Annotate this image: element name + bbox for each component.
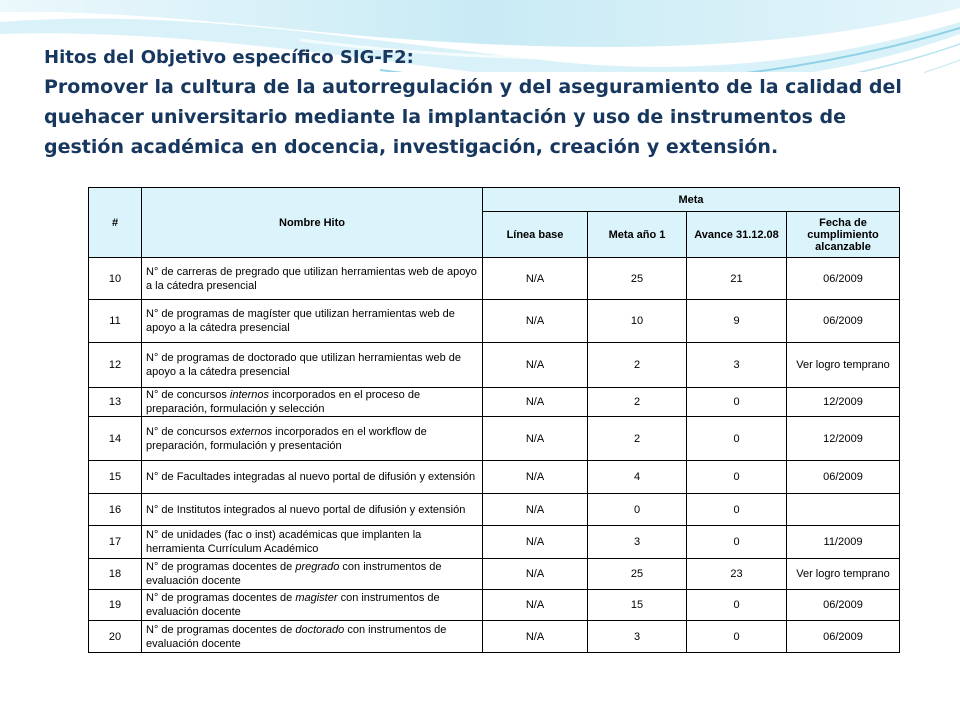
cell-fecha: 12/2009	[787, 388, 900, 417]
header-number: #	[89, 188, 142, 258]
table-row	[89, 300, 900, 343]
table-row	[89, 461, 900, 494]
cell-meta-anio: 25	[588, 559, 687, 590]
slide-title	[44, 44, 924, 162]
cell-name	[142, 621, 483, 653]
cell-avance: 0	[687, 621, 787, 653]
cell-number: 10	[89, 258, 142, 300]
cell-number: 13	[89, 388, 142, 417]
table-row	[89, 559, 900, 590]
cell-name-text: incorporados en el workflow de preparación, formulación y presentación	[146, 425, 427, 452]
cell-linea-base: N/A	[483, 258, 588, 300]
cell-number: 17	[89, 526, 142, 559]
objective-heading: Hitos del Objetivo específico SIG-F2:	[44, 47, 414, 68]
cell-fecha: 12/2009	[787, 417, 900, 461]
cell-name-text: con instrumentos de evaluación docente	[146, 623, 447, 650]
header-fecha: Fecha de cumplimiento alcanzable	[787, 212, 900, 258]
table-row	[89, 343, 900, 388]
header-meta-anio: Meta año 1	[588, 212, 687, 258]
table-row	[89, 526, 900, 559]
cell-avance: 0	[687, 417, 787, 461]
cell-linea-base: N/A	[483, 590, 588, 621]
table-row	[89, 388, 900, 417]
table-row	[89, 417, 900, 461]
cell-meta-anio: 3	[588, 621, 687, 653]
cell-avance: 0	[687, 461, 787, 494]
cell-avance: 0	[687, 388, 787, 417]
cell-linea-base: N/A	[483, 417, 588, 461]
cell-meta-anio: 2	[588, 388, 687, 417]
cell-meta-anio: 3	[588, 526, 687, 559]
cell-name	[142, 526, 483, 559]
cell-avance: 3	[687, 343, 787, 388]
cell-name-text: N° de concursos	[146, 425, 230, 438]
cell-name-text: N° de programas docentes de	[146, 561, 296, 573]
cell-meta-anio: 2	[588, 343, 687, 388]
cell-meta-anio: 15	[588, 590, 687, 621]
cell-avance: 21	[687, 258, 787, 300]
objective-description: Promover la cultura de la autorregulación y del aseguramiento de la calidad del quehacer universitario mediante la implantación y uso de instrumentos de gestión académica en docencia, investigación, creación y extensión.	[44, 72, 924, 162]
cell-name	[142, 559, 483, 590]
cell-name-text: N° de Facultades integradas al nuevo portal de difusión y extensión	[146, 471, 476, 483]
table-row	[89, 494, 900, 526]
cell-linea-base: N/A	[483, 526, 588, 559]
cell-name	[142, 590, 483, 621]
cell-meta-anio: 25	[588, 258, 687, 300]
cell-linea-base: N/A	[483, 343, 588, 388]
cell-number: 19	[89, 590, 142, 621]
header-name: Nombre Hito	[142, 188, 483, 258]
header-meta: Meta	[483, 188, 900, 212]
cell-name-text: N° de concursos	[146, 389, 230, 401]
cell-name-emphasis: externos	[229, 425, 273, 438]
cell-name-text: N° de Institutos integrados al nuevo portal de difusión y extensión	[146, 503, 466, 516]
cell-name	[142, 417, 483, 461]
cell-number: 11	[89, 300, 142, 343]
cell-name	[142, 300, 483, 343]
cell-linea-base: N/A	[483, 300, 588, 343]
cell-fecha: 11/2009	[787, 526, 900, 559]
cell-meta-anio: 4	[588, 461, 687, 494]
cell-name	[142, 388, 483, 417]
cell-linea-base: N/A	[483, 388, 588, 417]
cell-name-text: N° de carreras de pregrado que utilizan herramientas web de apoyo a la cátedra presencial	[146, 265, 477, 292]
cell-name-text: N° de programas docentes de	[146, 592, 296, 604]
cell-name-emphasis: internos	[229, 389, 270, 401]
cell-name-text: N° de programas de magíster que utilizan herramientas web de apoyo a la cátedra presencial	[146, 308, 455, 334]
cell-fecha: 06/2009	[787, 300, 900, 343]
cell-name-emphasis: pregrado	[295, 561, 340, 573]
cell-name-text: N° de unidades (fac o inst) académicas que implanten la herramienta Currículum Académico	[146, 529, 422, 555]
table-row	[89, 258, 900, 300]
cell-fecha: Ver logro temprano	[787, 343, 900, 388]
milestones-table	[88, 187, 900, 653]
cell-name	[142, 343, 483, 388]
cell-avance: 9	[687, 300, 787, 343]
cell-number: 12	[89, 343, 142, 388]
cell-name-emphasis: magister	[295, 592, 338, 604]
cell-fecha: Ver logro temprano	[787, 559, 900, 590]
cell-name-emphasis: doctorado	[295, 623, 345, 636]
cell-meta-anio: 0	[588, 494, 687, 526]
table-row	[89, 590, 900, 621]
cell-name-text: N° de programas de doctorado que utilizan herramientas web de apoyo a la cátedra presencial	[146, 352, 462, 378]
cell-name	[142, 461, 483, 494]
cell-number: 20	[89, 621, 142, 653]
cell-linea-base: N/A	[483, 559, 588, 590]
cell-linea-base: N/A	[483, 461, 588, 494]
table-row	[89, 621, 900, 653]
cell-avance: 23	[687, 559, 787, 590]
cell-avance: 0	[687, 590, 787, 621]
cell-name	[142, 494, 483, 526]
cell-name-text: con instrumentos de evaluación docente	[146, 592, 440, 618]
cell-fecha: 06/2009	[787, 621, 900, 653]
cell-name-text: N° de programas docentes de	[146, 623, 296, 636]
cell-number: 15	[89, 461, 142, 494]
cell-avance: 0	[687, 526, 787, 559]
cell-meta-anio: 10	[588, 300, 687, 343]
cell-name	[142, 258, 483, 300]
cell-fecha: 06/2009	[787, 590, 900, 621]
header-linea-base: Línea base	[483, 212, 588, 258]
cell-meta-anio: 2	[588, 417, 687, 461]
cell-fecha	[787, 494, 900, 526]
cell-fecha: 06/2009	[787, 461, 900, 494]
cell-number: 16	[89, 494, 142, 526]
cell-linea-base: N/A	[483, 621, 588, 653]
cell-name-text: incorporados en el proceso de preparación, formulación y selección	[146, 389, 421, 415]
cell-number: 14	[89, 417, 142, 461]
cell-name-text: con instrumentos de evaluación docente	[146, 561, 442, 587]
cell-avance: 0	[687, 494, 787, 526]
header-avance: Avance 31.12.08	[687, 212, 787, 258]
cell-number: 18	[89, 559, 142, 590]
cell-fecha: 06/2009	[787, 258, 900, 300]
cell-linea-base: N/A	[483, 494, 588, 526]
